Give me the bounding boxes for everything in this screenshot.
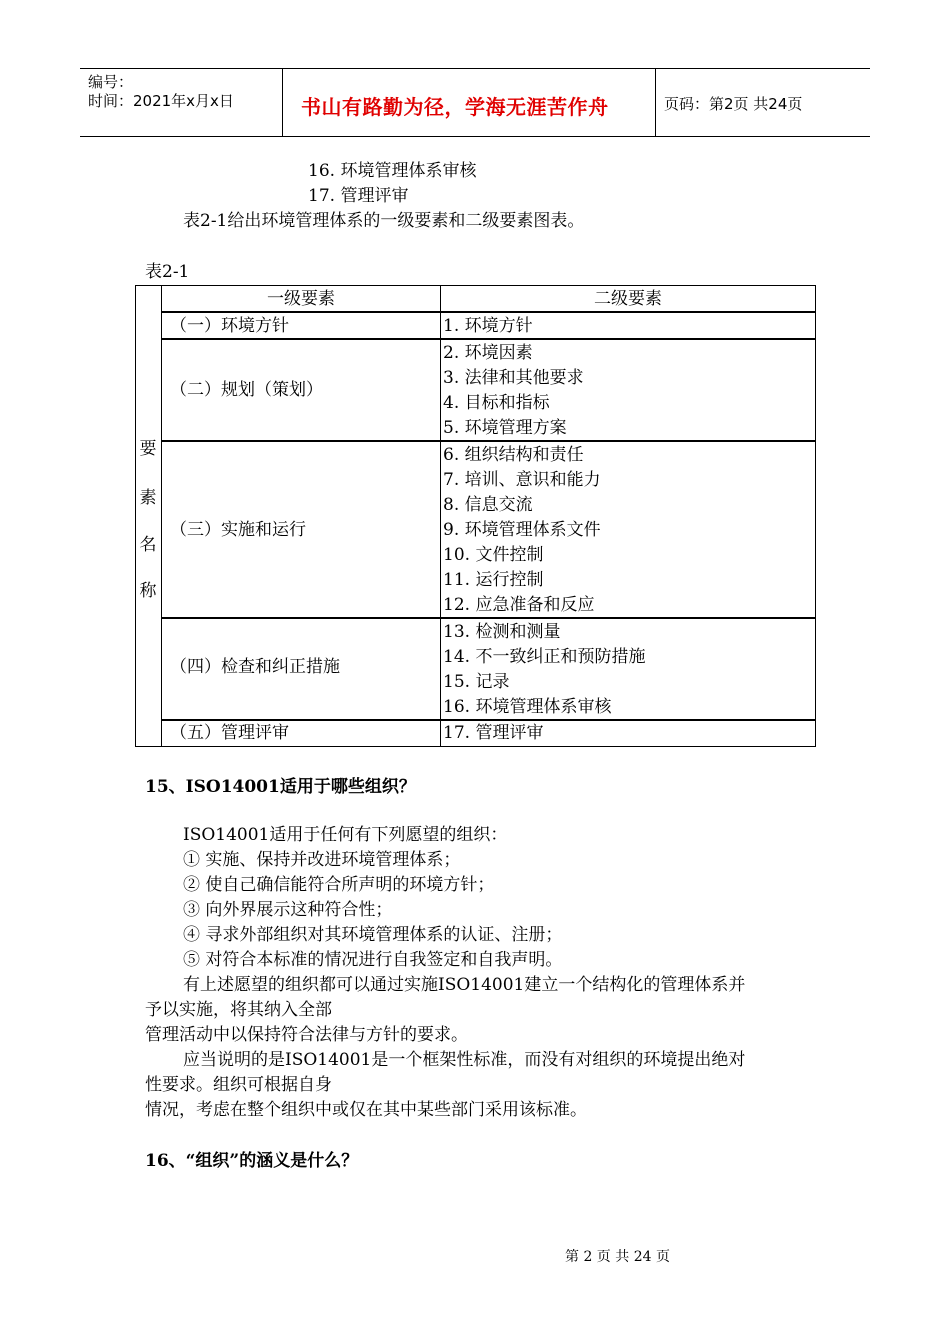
q15-line: 予以实施，将其纳入全部 bbox=[145, 1000, 332, 1020]
primary-element: （五）管理评审 bbox=[170, 723, 289, 743]
col1-header: 一级要素 bbox=[267, 289, 335, 309]
doc-time-label: 时间：2021年x月x日 bbox=[88, 92, 234, 110]
secondary-element: 11. 运行控制 bbox=[443, 570, 544, 590]
q15-line: ③ 向外界展示这种符合性； bbox=[183, 900, 393, 920]
secondary-element: 3. 法律和其他要求 bbox=[443, 368, 584, 388]
secondary-element: 6. 组织结构和责任 bbox=[443, 445, 584, 465]
q15-line: ④ 寻求外部组织对其环境管理体系的认证、注册； bbox=[183, 925, 563, 945]
primary-element: （四）检查和纠正措施 bbox=[170, 657, 340, 677]
footer-page-number: 第 2 页 共 24 页 bbox=[565, 1249, 670, 1265]
secondary-element: 13. 检测和测量 bbox=[443, 622, 561, 642]
table-row-secondary bbox=[441, 441, 815, 618]
table-row-primary bbox=[162, 339, 441, 441]
table-row-secondary bbox=[441, 339, 815, 441]
primary-element: （三）实施和运行 bbox=[170, 520, 306, 540]
secondary-element: 9. 环境管理体系文件 bbox=[443, 520, 601, 540]
q15-line: ② 使自己确信能符合所声明的环境方针； bbox=[183, 875, 495, 895]
q15-line: ⑤ 对符合本标准的情况进行自我签定和自我声明。 bbox=[183, 950, 563, 970]
q15-line: ① 实施、保持并改进环境管理体系； bbox=[183, 850, 461, 870]
header-top-rule bbox=[80, 68, 870, 69]
side-label-char: 素 bbox=[139, 488, 157, 508]
side-label-char: 要 bbox=[139, 439, 157, 459]
side-label-char: 称 bbox=[139, 581, 157, 601]
secondary-element: 2. 环境因素 bbox=[443, 343, 533, 363]
q15-line: 应当说明的是ISO14001是一个框架性标准，而没有对组织的环境提出绝对 bbox=[183, 1050, 746, 1070]
secondary-element: 10. 文件控制 bbox=[443, 545, 544, 565]
doc-number-label: 编号： bbox=[88, 73, 134, 91]
table-row-primary bbox=[162, 720, 441, 746]
header-motto: 书山有路勤为径，学海无涯苦作舟 bbox=[301, 95, 609, 119]
intro-description: 表2-1给出环境管理体系的一级要素和二级要素图表。 bbox=[183, 211, 585, 231]
side-label-char: 名 bbox=[139, 535, 157, 555]
header-bottom-rule bbox=[80, 136, 870, 137]
table-row-primary bbox=[162, 312, 441, 339]
header-divider-right bbox=[655, 68, 656, 136]
secondary-element: 15. 记录 bbox=[443, 672, 510, 692]
elements-table bbox=[135, 285, 816, 747]
secondary-element: 12. 应急准备和反应 bbox=[443, 595, 595, 615]
secondary-element: 4. 目标和指标 bbox=[443, 393, 550, 413]
col1-header-cell bbox=[162, 286, 441, 312]
primary-element: （二）规划（策划） bbox=[170, 380, 323, 400]
side-label-cell bbox=[136, 286, 162, 746]
table-row-secondary bbox=[441, 720, 815, 746]
primary-element: （一）环境方针 bbox=[170, 316, 289, 336]
col2-header: 二级要素 bbox=[594, 289, 662, 309]
secondary-element: 1. 环境方针 bbox=[443, 316, 533, 336]
q15-line: ISO14001适用于任何有下列愿望的组织： bbox=[183, 825, 508, 845]
table-row-secondary bbox=[441, 312, 815, 339]
q15-line: 有上述愿望的组织都可以通过实施ISO14001建立一个结构化的管理体系并 bbox=[183, 975, 746, 995]
secondary-element: 7. 培训、意识和能力 bbox=[443, 470, 601, 490]
q15-line: 管理活动中以保持符合法律与方针的要求。 bbox=[145, 1025, 468, 1045]
col2-header-cell bbox=[441, 286, 815, 312]
question-15-heading: 15、ISO14001适用于哪些组织？ bbox=[145, 777, 416, 797]
table-row-primary bbox=[162, 441, 441, 618]
question-16-heading: 16、“组织”的涵义是什么？ bbox=[145, 1151, 359, 1171]
secondary-element: 14. 不一致纠正和预防措施 bbox=[443, 647, 646, 667]
secondary-element: 17. 管理评审 bbox=[443, 723, 544, 743]
q15-line: 性要求。组织可根据自身 bbox=[145, 1075, 332, 1095]
secondary-element: 5. 环境管理方案 bbox=[443, 418, 567, 438]
intro-item-17: 17. 管理评审 bbox=[308, 186, 409, 206]
secondary-element: 16. 环境管理体系审核 bbox=[443, 697, 612, 717]
table-row-primary bbox=[162, 618, 441, 720]
intro-item-16: 16. 环境管理体系审核 bbox=[308, 161, 477, 181]
header-divider-left bbox=[282, 68, 283, 136]
q15-line: 情况，考虑在整个组织中或仅在其中某些部门采用该标准。 bbox=[145, 1100, 587, 1120]
header-page-info: 页码：第2页 共24页 bbox=[664, 95, 803, 113]
table-row-secondary bbox=[441, 618, 815, 720]
secondary-element: 8. 信息交流 bbox=[443, 495, 533, 515]
table-caption: 表2-1 bbox=[145, 262, 190, 282]
